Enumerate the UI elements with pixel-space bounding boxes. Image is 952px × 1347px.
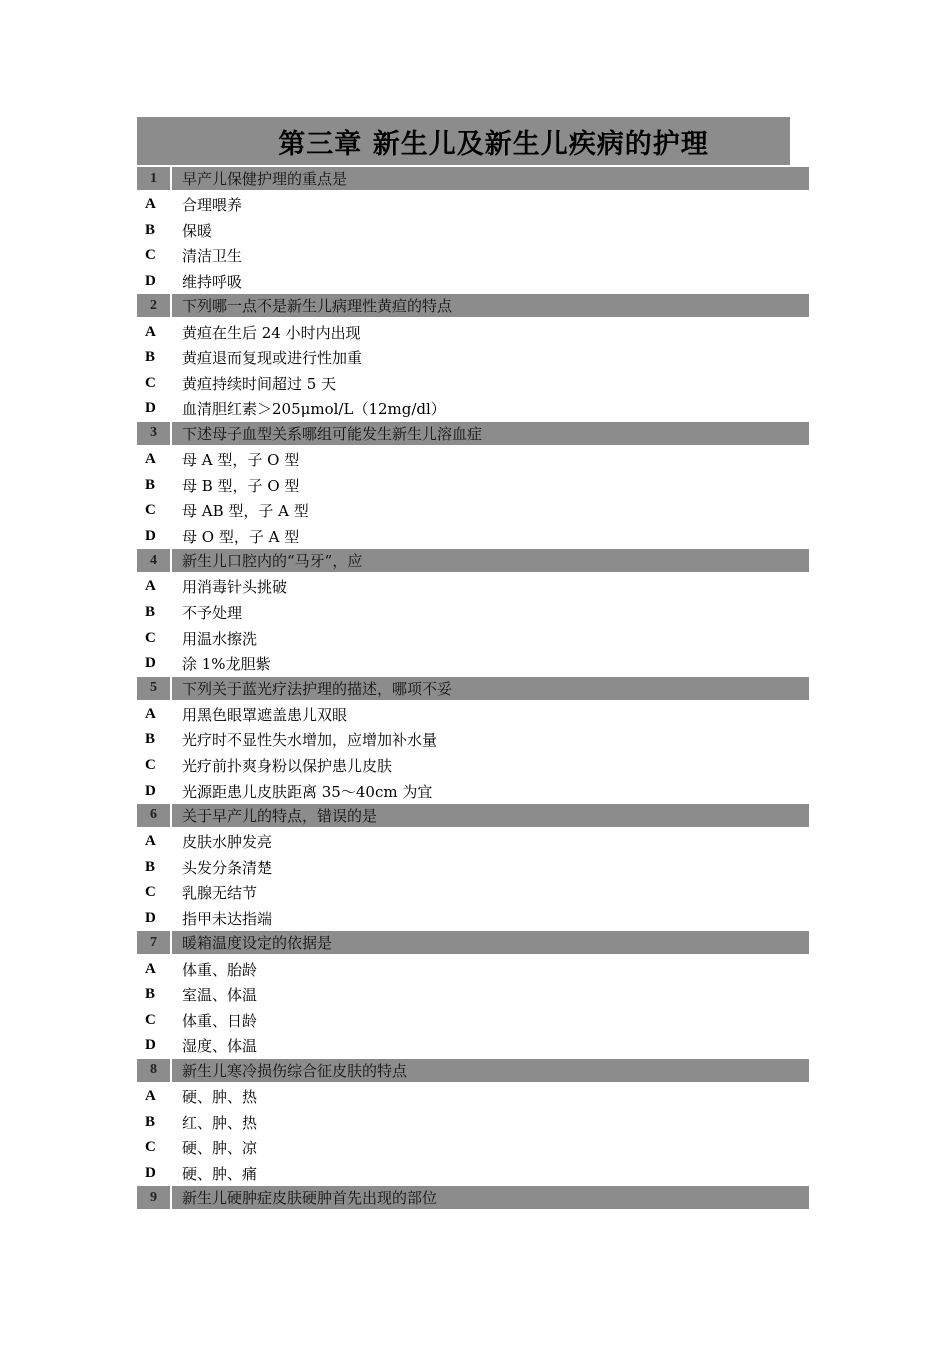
- option-letter: D: [145, 655, 156, 672]
- answer-option: [137, 524, 809, 550]
- answer-option: [137, 753, 809, 779]
- option-text: 合理喂养: [182, 196, 243, 215]
- option-text: 体重、胎龄: [182, 960, 258, 979]
- option-text: 体重、日龄: [182, 1011, 258, 1030]
- question-header: [137, 1186, 809, 1209]
- answer-option: [137, 1084, 809, 1110]
- question-header: [137, 422, 809, 445]
- option-text: 皮肤水肿发亮: [182, 833, 273, 852]
- question-number: 3: [150, 425, 157, 441]
- answer-option: [137, 345, 809, 371]
- option-letter: D: [145, 273, 156, 290]
- question-header: [137, 1059, 809, 1082]
- chapter-title: 第三章 新生儿及新生儿疾病的护理: [278, 128, 709, 160]
- option-text: 光源距患儿皮肤距离 35～40cm 为宜: [182, 782, 433, 801]
- answer-option: [137, 371, 809, 397]
- option-letter: A: [145, 323, 156, 340]
- answer-option: [137, 269, 809, 295]
- question-number: 5: [150, 680, 157, 695]
- option-text: 用黑色眼罩遮盖患儿双眼: [182, 705, 348, 724]
- question-number: 6: [150, 807, 157, 823]
- question-text: 关于早产儿的特点，错误的是: [182, 806, 378, 825]
- question-header: [137, 167, 809, 190]
- option-text: 黄疸持续时间超过 5 天: [182, 374, 337, 393]
- option-text: 母 O 型，子 A 型: [182, 527, 300, 546]
- question-number: 4: [150, 552, 157, 568]
- question-list: [137, 167, 809, 1211]
- option-letter: D: [145, 782, 156, 799]
- option-letter: A: [145, 705, 156, 722]
- answer-option: [137, 854, 809, 880]
- question-header: [137, 294, 809, 317]
- answer-option: [137, 192, 809, 218]
- answer-option: [137, 956, 809, 982]
- option-letter: C: [145, 1139, 156, 1156]
- option-text: 硬、肿、凉: [182, 1139, 258, 1158]
- option-letter: A: [145, 196, 156, 213]
- option-letter: A: [145, 833, 156, 850]
- option-text: 用消毒针头挑破: [182, 578, 288, 597]
- answer-option: [137, 1160, 809, 1186]
- option-text: 保暖: [182, 221, 213, 240]
- option-text: 湿度、体温: [182, 1037, 258, 1056]
- answer-option: [137, 447, 809, 473]
- answer-option: [137, 906, 809, 932]
- question-number: 9: [150, 1189, 157, 1205]
- option-letter: B: [145, 476, 156, 493]
- question-number: 1: [150, 170, 157, 186]
- question-text: 下述母子血型关系哪组可能发生新生儿溶血症: [182, 424, 483, 443]
- option-text: 用温水擦洗: [182, 629, 258, 648]
- option-letter: A: [145, 578, 156, 595]
- answer-option: [137, 1033, 809, 1059]
- option-letter: B: [145, 221, 156, 238]
- option-text: 红、肿、热: [182, 1113, 258, 1132]
- question-text: 早产儿保健护理的重点是: [182, 170, 348, 188]
- answer-option: [137, 880, 809, 906]
- option-letter: D: [145, 909, 156, 926]
- option-text: 血清胆红素＞205μmol/L（12mg/dl）: [182, 400, 446, 419]
- question-header: [137, 677, 809, 700]
- option-text: 乳腺无结节: [182, 884, 258, 903]
- option-letter: A: [145, 960, 156, 977]
- answer-option: [137, 396, 809, 422]
- option-letter: B: [145, 349, 156, 366]
- question-text: 暖箱温度设定的依据是: [182, 934, 333, 953]
- option-letter: B: [145, 1113, 156, 1130]
- option-text: 母 AB 型，子 A 型: [182, 502, 309, 521]
- option-letter: B: [145, 731, 156, 748]
- answer-option: [137, 702, 809, 728]
- answer-option: [137, 574, 809, 600]
- option-text: 硬、肿、痛: [182, 1164, 258, 1183]
- option-text: 清洁卫生: [182, 247, 243, 266]
- option-letter: C: [145, 1011, 156, 1028]
- question-number: 2: [150, 297, 157, 313]
- option-text: 硬、肿、热: [182, 1087, 258, 1106]
- question-text: 新生儿硬肿症皮肤硬肿首先出现的部位: [182, 1189, 438, 1207]
- answer-option: [137, 778, 809, 804]
- answer-option: [137, 472, 809, 498]
- option-letter: D: [145, 1164, 156, 1181]
- option-letter: B: [145, 604, 156, 621]
- answer-option: [137, 218, 809, 244]
- option-text: 室温、体温: [182, 986, 258, 1005]
- question-text: 新生儿寒冷损伤综合征皮肤的特点: [182, 1061, 408, 1080]
- answer-option: [137, 243, 809, 269]
- option-text: 黄疸在生后 24 小时内出现: [182, 323, 361, 342]
- option-letter: B: [145, 986, 156, 1003]
- question-header: [137, 549, 809, 572]
- option-letter: B: [145, 858, 156, 875]
- answer-option: [137, 319, 809, 345]
- option-text: 维持呼吸: [182, 273, 243, 292]
- answer-option: [137, 727, 809, 753]
- option-letter: A: [145, 1087, 156, 1104]
- answer-option: [137, 498, 809, 524]
- option-letter: C: [145, 247, 156, 264]
- option-letter: A: [145, 451, 156, 468]
- question-text: 下列关于蓝光疗法护理的描述，哪项不妥: [182, 679, 453, 698]
- option-letter: C: [145, 884, 156, 901]
- option-text: 母 B 型，子 O 型: [182, 476, 300, 495]
- option-text: 黄疸退而复现或进行性加重: [182, 349, 363, 368]
- question-number: 8: [150, 1062, 157, 1078]
- option-letter: C: [145, 629, 156, 646]
- chapter-title-bar: [137, 117, 790, 165]
- answer-option: [137, 1135, 809, 1161]
- answer-option: [137, 625, 809, 651]
- option-text: 不予处理: [182, 604, 243, 623]
- option-text: 指甲未达指端: [182, 909, 273, 928]
- question-header: [137, 804, 809, 827]
- option-text: 头发分条清楚: [182, 858, 273, 877]
- option-letter: C: [145, 374, 156, 391]
- answer-option: [137, 600, 809, 626]
- answer-option: [137, 651, 809, 677]
- option-letter: C: [145, 502, 156, 519]
- option-text: 光疗时不显性失水增加，应增加补水量: [182, 731, 438, 750]
- question-header: [137, 931, 809, 954]
- answer-option: [137, 829, 809, 855]
- answer-option: [137, 982, 809, 1008]
- option-letter: D: [145, 400, 156, 417]
- question-number: 7: [150, 934, 157, 950]
- answer-option: [137, 1007, 809, 1033]
- option-text: 涂 1%龙胆紫: [182, 655, 271, 674]
- option-text: 光疗前扑爽身粉以保护患儿皮肤: [182, 756, 393, 775]
- option-letter: C: [145, 756, 156, 773]
- question-text: 下列哪一点不是新生儿病理性黄疸的特点: [182, 297, 453, 316]
- answer-option: [137, 1109, 809, 1135]
- option-text: 母 A 型，子 O 型: [182, 451, 300, 470]
- option-letter: D: [145, 527, 156, 544]
- option-letter: D: [145, 1037, 156, 1054]
- question-text: 新生儿口腔内的“马牙”，应: [182, 552, 363, 571]
